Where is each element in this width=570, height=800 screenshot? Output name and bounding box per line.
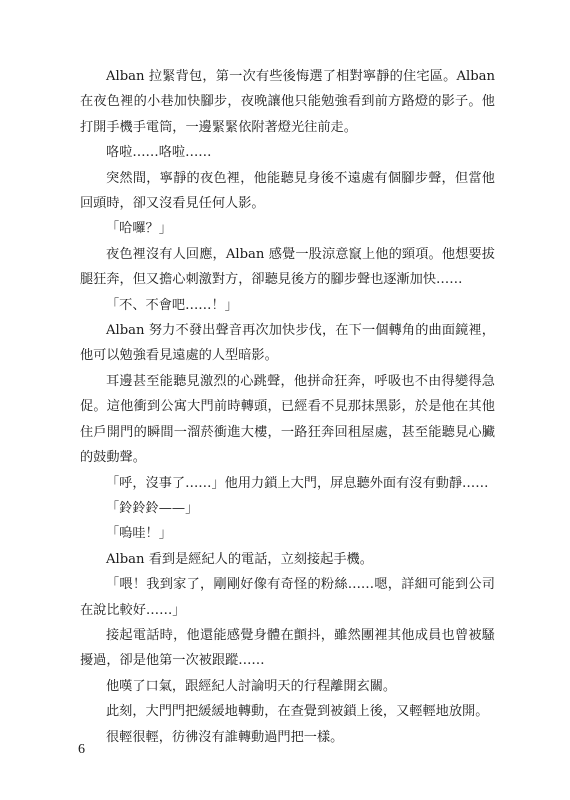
paragraph: 「嗚哇！」: [106, 526, 172, 542]
paragraph: 他嘆了口氣，跟經紀人討論明天的行程離開玄關。: [106, 678, 397, 694]
paragraph: 耳邊甚至能聽見激烈的心跳聲，他拼命狂奔，呼吸也不由得變得急促。這他衝到公寓大門前時轉頭，已經看不見那抹黑影，於是他在其他住戶開門的瞬間一溜菸衝進大樓，一路狂奔回租屋處，甚至能聽見心臟的鼓動聲。: [80, 373, 495, 466]
body-text: [80, 64, 495, 750]
paragraph: 咯啦……咯啦……: [106, 145, 212, 161]
paragraph: 「哈囉？」: [106, 221, 172, 237]
paragraph: Alban 拉緊背包，第一次有些後悔選了相對寧靜的住宅區。Alban 在夜色裡的小巷加快腳步，夜晚讓他只能勉強看到前方路燈的影子。他打開手機手電筒，一邊緊緊依附著燈光往前走。: [80, 69, 495, 135]
paragraph: 夜色裡沒有人回應，Alban 感覺一股涼意竄上他的頸項。他想要拔腿狂奔，但又擔心刺激對方，卻聽見後方的腳步聲也逐漸加快……: [80, 246, 495, 288]
paragraph: 此刻，大門門把緩緩地轉動，在查覺到被鎖上後，又輕輕地放開。: [106, 704, 489, 720]
paragraph: Alban 看到是經紀人的電話，立刻接起手機。: [106, 551, 373, 567]
paragraph: 很輕很輕，彷彿沒有誰轉動過門把一樣。: [106, 729, 344, 745]
paragraph: 「喂！我到家了，剛剛好像有奇怪的粉絲……嗯，詳細可能到公司在說比較好……」: [80, 577, 495, 618]
paragraph: 「鈴鈴鈴——」: [106, 500, 199, 516]
paragraph: 「不、不會吧……！」: [106, 297, 238, 313]
paragraph: 突然間，寧靜的夜色裡，他能聽見身後不遠處有個腳步聲，但當他回頭時，卻又沒看見任何人影。: [80, 170, 495, 212]
page-number: 6: [78, 742, 85, 757]
paragraph: Alban 努力不發出聲音再次加快步伐，在下一個轉角的曲面鏡裡，他可以勉強看見遠處的人型暗影。: [80, 323, 495, 364]
paragraph: 接起電話時，他還能感覺身體在顫抖，雖然團裡其他成員也曾被騷擾過，卻是他第一次被跟蹤……: [80, 627, 495, 669]
paragraph: 「呼，沒事了……」他用力鎖上大門，屏息聽外面有沒有動靜……: [106, 475, 489, 491]
